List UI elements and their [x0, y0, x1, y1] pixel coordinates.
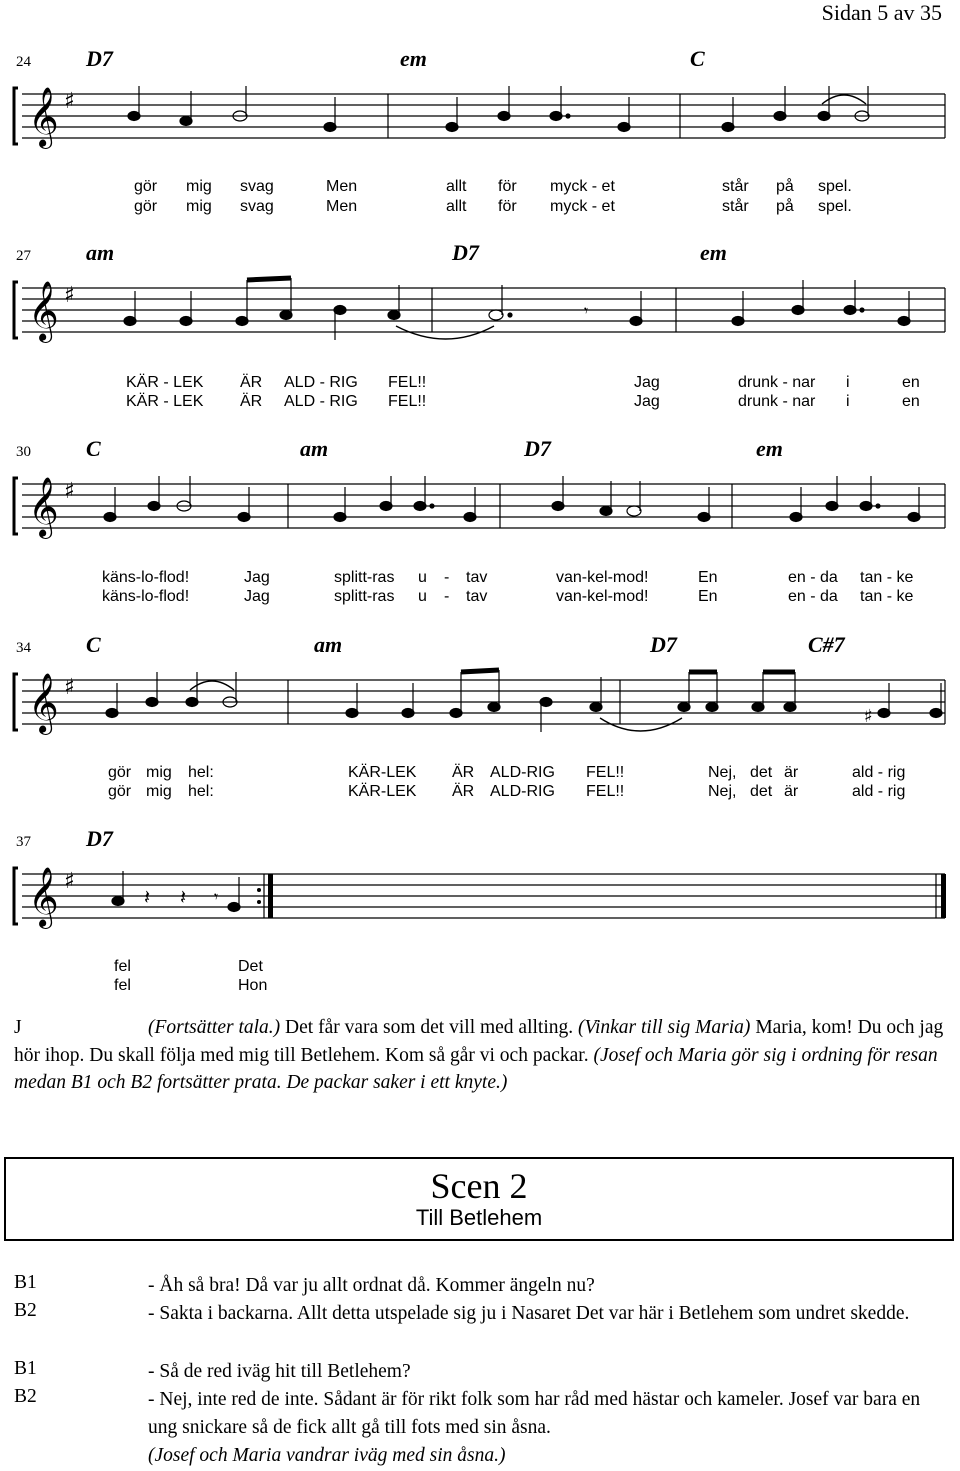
measure-number: 34: [16, 640, 31, 656]
lyric: spel.: [818, 198, 852, 215]
lyric: Nej,: [708, 764, 737, 781]
lyric: u: [418, 588, 427, 605]
chord-symbol: C: [86, 632, 101, 657]
lyric: fel: [114, 977, 131, 994]
chord-symbol: am: [300, 436, 329, 461]
lyric: hel:: [188, 764, 214, 781]
dialogue-line: [148, 1386, 948, 1470]
lyric: Hon: [238, 977, 268, 994]
speaker-label: B1: [14, 1358, 37, 1379]
lyric: i: [846, 393, 850, 410]
lyric: FEL!!: [388, 374, 427, 391]
stage-direction: (Fortsätter tala.): [148, 1017, 281, 1038]
speaker-label: B2: [14, 1386, 37, 1407]
lyric: står: [722, 178, 749, 195]
script-paragraph: [14, 1014, 944, 1097]
lyric: hel:: [188, 783, 214, 800]
lyric: mig: [186, 178, 212, 195]
svg-text:𝄞: 𝄞: [28, 867, 59, 927]
lyric: En: [698, 588, 718, 605]
lyric: står: [722, 198, 749, 215]
lyric: drunk - nar: [738, 374, 816, 391]
lyric: tan - ke: [860, 569, 914, 586]
lyric: myck - et: [550, 178, 615, 195]
chord-symbol: am: [86, 240, 115, 265]
chord-symbol: D7: [524, 436, 551, 461]
lyric: ALD-RIG: [490, 764, 555, 781]
lyric: Jag: [634, 374, 660, 391]
dialogue-text: Maria, kom! Du och jag hör ihop. Du skall följa med mig till Betlehem. Kom så går vi och packar.: [14, 1017, 944, 1066]
lyric: ALD - RIG: [284, 393, 358, 410]
svg-text:𝄞: 𝄞: [28, 87, 59, 147]
measure-number: 27: [16, 248, 31, 264]
svg-text:♯: ♯: [864, 706, 873, 727]
lyric: KÄR - LEK: [126, 393, 204, 410]
lyric: käns-lo-flod!: [102, 588, 190, 605]
scene-title: Scen 2: [430, 1166, 528, 1206]
lyric: tav: [466, 569, 488, 586]
lyric: för: [498, 178, 517, 195]
chord-symbol: C: [690, 46, 705, 71]
lyric: käns-lo-flod!: [102, 569, 190, 586]
lyric: svag: [240, 198, 274, 215]
lyric: gör: [108, 764, 132, 781]
lyric: allt: [446, 178, 467, 195]
svg-text:♯: ♯: [64, 283, 75, 308]
measure-number: 30: [16, 444, 31, 460]
lyric: FEL!!: [586, 783, 625, 800]
lyric: fel: [114, 958, 131, 975]
lyric: splitt-ras: [334, 588, 395, 605]
lyric: i: [846, 374, 850, 391]
lyric: van-kel-mod!: [556, 588, 649, 605]
svg-text:♯: ♯: [64, 869, 75, 894]
lyric: på: [776, 198, 794, 215]
lyric: Det: [238, 958, 263, 975]
svg-text:𝄞: 𝄞: [28, 673, 59, 733]
svg-text:𝄽: 𝄽: [144, 885, 151, 909]
chord-symbol: D7: [650, 632, 677, 657]
lyric: ÄR: [452, 764, 475, 781]
lyric: Jag: [634, 393, 660, 410]
lyric: på: [776, 178, 794, 195]
lyric: ald - rig: [852, 764, 906, 781]
scene-header-box: [4, 1157, 954, 1241]
dialogue-text: Det får vara som det vill med allting.: [280, 1017, 579, 1038]
music-staff: [0, 664, 960, 764]
svg-text:𝄞: 𝄞: [28, 477, 59, 537]
chord-symbol: C: [86, 436, 101, 461]
dialogue-line: - Sakta i backarna. Allt detta utspelade sig ju i Nasaret Det var här i Betlehem som undret skedde.: [148, 1303, 910, 1324]
lyric: ÄR: [452, 783, 475, 800]
music-staff: [0, 858, 960, 958]
lyric: ald - rig: [852, 783, 906, 800]
lyric: för: [498, 198, 517, 215]
svg-text:𝄾: 𝄾: [214, 887, 219, 906]
stage-direction: (Vinkar till sig Maria): [578, 1017, 751, 1038]
lyric: allt: [446, 198, 467, 215]
lyric: FEL!!: [586, 764, 625, 781]
chord-symbol: D7: [86, 826, 113, 851]
lyric: tav: [466, 588, 488, 605]
lyric: gör: [134, 178, 158, 195]
lyric: ALD - RIG: [284, 374, 358, 391]
svg-text:♯: ♯: [64, 675, 75, 700]
speaker-label: J: [14, 1017, 22, 1038]
page-number: Sidan 5 av 35: [821, 0, 942, 25]
stage-direction: (Josef och Maria gör sig i ordning för resan medan B1 och B2 fortsätter prata. De packar saker i ett knyte.): [14, 1044, 938, 1093]
lyric: splitt-ras: [334, 569, 395, 586]
lyric: van-kel-mod!: [556, 569, 649, 586]
svg-text:♯: ♯: [64, 479, 75, 504]
lyric: ÄR: [240, 393, 263, 410]
dialogue-line: - Åh så bra! Då var ju allt ordnat då. Kommer ängeln nu?: [148, 1275, 595, 1296]
lyric: det: [750, 764, 773, 781]
svg-text:𝄾: 𝄾: [584, 301, 589, 320]
lyric: ÄR: [240, 374, 263, 391]
speaker-label: B2: [14, 1300, 37, 1321]
lyric: svag: [240, 178, 274, 195]
lyric: en - da: [788, 569, 838, 586]
measure-number: 37: [16, 834, 31, 850]
lyric: KÄR - LEK: [126, 374, 204, 391]
lyric: drunk - nar: [738, 393, 816, 410]
lyric: en - da: [788, 588, 838, 605]
lyric: Nej,: [708, 783, 737, 800]
lyric: mig: [186, 198, 212, 215]
lyric: mig: [146, 764, 172, 781]
lyric: FEL!!: [388, 393, 427, 410]
chord-symbol: em: [400, 46, 427, 71]
stage-direction: (Josef och Maria vandrar iväg med sin åsna.): [148, 1445, 506, 1466]
measure-number: 24: [16, 54, 31, 70]
svg-text:♯: ♯: [64, 89, 75, 114]
lyric: är: [784, 783, 799, 800]
lyric: Jag: [244, 569, 270, 586]
lyric: Men: [326, 178, 358, 195]
music-staff: [0, 468, 960, 568]
music-staff: [0, 272, 960, 372]
lyric: en: [902, 374, 920, 391]
lyric: Men: [326, 198, 358, 215]
chord-symbol: em: [756, 436, 783, 461]
lyric: En: [698, 569, 718, 586]
lyric: är: [784, 764, 799, 781]
lyric: en: [902, 393, 920, 410]
lyric: det: [750, 783, 773, 800]
lyric: myck - et: [550, 198, 615, 215]
lyric: -: [444, 569, 450, 586]
speaker-label: B1: [14, 1272, 37, 1293]
lyric: mig: [146, 783, 172, 800]
lyric: KÄR-LEK: [348, 764, 417, 781]
lyric: KÄR-LEK: [348, 783, 417, 800]
lyric: gör: [108, 783, 132, 800]
lyric: ALD-RIG: [490, 783, 555, 800]
lyric: gör: [134, 198, 158, 215]
lyric: u: [418, 569, 427, 586]
scene-subtitle: Till Betlehem: [415, 1205, 543, 1230]
svg-text:𝄞: 𝄞: [28, 281, 59, 341]
lyric: Jag: [244, 588, 270, 605]
lyric: spel.: [818, 178, 852, 195]
lyric: tan - ke: [860, 588, 914, 605]
lyric: -: [444, 588, 450, 605]
chord-symbol: am: [314, 632, 343, 657]
dialogue-text: - Nej, inte red de inte. Sådant är för rikt folk som har råd med hästar och kameler. Josef var bara en ung snickare så de fick allt gå till fots med sin åsna.: [148, 1389, 921, 1438]
svg-text:𝄽: 𝄽: [180, 885, 187, 909]
chord-symbol: C#7: [808, 632, 845, 657]
dialogue-line: - Så de red iväg hit till Betlehem?: [148, 1361, 411, 1382]
chord-symbol: em: [700, 240, 727, 265]
chord-symbol: D7: [452, 240, 479, 265]
chord-symbol: D7: [86, 46, 113, 71]
